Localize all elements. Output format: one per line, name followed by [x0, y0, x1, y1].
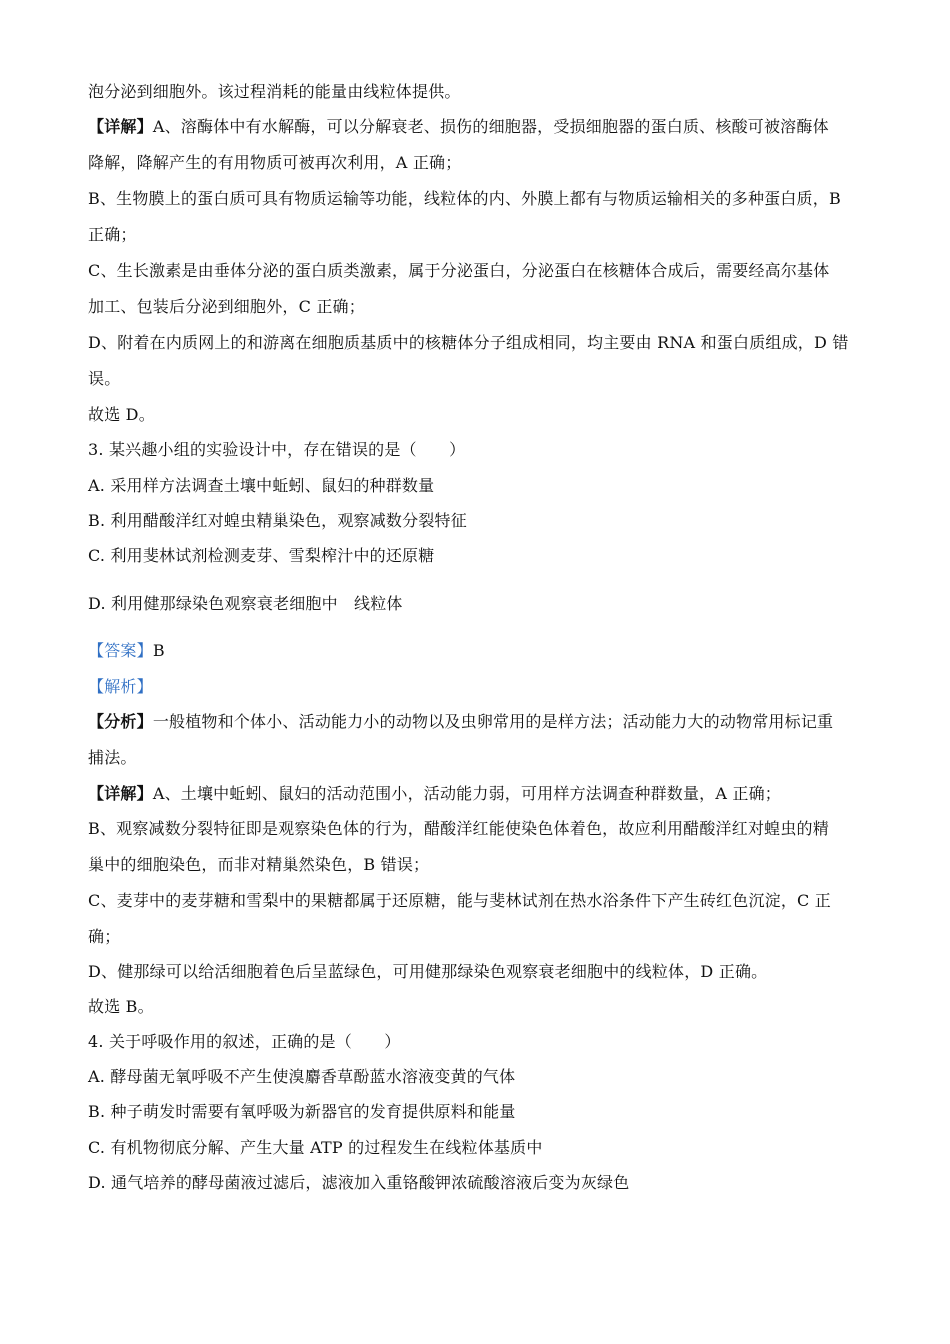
q3-detail-b: B、观察减数分裂特征即是观察染色体的行为，醋酸洋红能使染色体着色，故应利用醋酸洋红对蝗虫的精	[88, 819, 829, 838]
q3-option-c: C. 利用斐林试剂检测麦芽、雪梨榨汁中的还原糖	[88, 546, 435, 565]
answer-tag: 【答案】	[88, 641, 153, 660]
q3-detail-b-cont: 巢中的细胞染色，而非对精巢然染色，B 错误；	[88, 855, 430, 874]
answer-value: B	[152, 641, 165, 660]
detail-text: A、土壤中蚯蚓、鼠妇的活动范围小，活动能力弱，可用样方法调查种群数量，A 正确；	[152, 784, 782, 803]
q2-parse-continuation: 泡分泌到细胞外。该过程消耗的能量由线粒体提供。	[88, 82, 461, 101]
q4-option-d: D. 通气培养的酵母菌液过滤后，滤液加入重铬酸钾浓硫酸溶液后变为灰绿色	[88, 1173, 630, 1192]
q3-stem: 3. 某兴趣小组的实验设计中，存在错误的是（ ）	[88, 440, 466, 459]
q3-detail-d: D、健那绿可以给活细胞着色后呈蓝绿色，可用健那绿染色观察衰老细胞中的线粒体，D 正确。	[88, 962, 768, 981]
q2-detail-c: C、生长激素是由垂体分泌的蛋白质类激素，属于分泌蛋白，分泌蛋白在核糖体合成后，需要经高尔基体	[88, 261, 830, 280]
q3-detail-a	[88, 784, 870, 804]
q3-option-d: D. 利用健那绿染色观察衰老细胞中 线粒体	[88, 594, 403, 613]
q2-detail-b: B、生物膜上的蛋白质可具有物质运输等功能，线粒体的内、外膜上都有与物质运输相关的多种蛋白质，B	[88, 189, 841, 208]
q2-detail-a	[88, 117, 870, 137]
q2-detail-a-cont: 降解，降解产生的有用物质可被再次利用，A 正确；	[88, 153, 462, 172]
q3-answer	[88, 641, 870, 661]
q3-option-a: A. 采用样方法调查土壤中蚯蚓、鼠妇的种群数量	[88, 476, 435, 495]
q2-detail-d: D、附着在内质网上的和游离在细胞质基质中的核糖体分子组成相同，均主要由 RNA 和蛋白质组成，D 错	[88, 333, 849, 352]
q2-detail-b-cont: 正确；	[88, 225, 137, 244]
q3-parse-tag: 【解析】	[88, 677, 153, 696]
detail-tag: 【详解】	[88, 117, 153, 136]
q2-detail-d-cont: 误。	[88, 369, 121, 388]
detail-tag: 【详解】	[88, 784, 153, 803]
q2-detail-c-cont: 加工、包装后分泌到细胞外，C 正确；	[88, 297, 365, 316]
q4-option-b: B. 种子萌发时需要有氧呼吸为新器官的发育提供原料和能量	[88, 1102, 516, 1121]
q3-analysis-cont: 捕法。	[88, 748, 137, 767]
q3-analysis	[88, 712, 870, 732]
q3-detail-c-cont: 确；	[88, 927, 121, 946]
q3-option-b: B. 利用醋酸洋红对蝗虫精巢染色，观察减数分裂特征	[88, 511, 467, 530]
detail-text: A、溶酶体中有水解酶，可以分解衰老、损伤的细胞器，受损细胞器的蛋白质、核酸可被溶酶体	[152, 117, 829, 136]
q4-option-a: A. 酵母菌无氧呼吸不产生使溴麝香草酚蓝水溶液变黄的气体	[88, 1067, 516, 1086]
analysis-text: 一般植物和个体小、活动能力小的动物以及虫卵常用的是样方法；活动能力大的动物常用标记重	[152, 712, 834, 731]
q2-conclusion: 故选 D。	[88, 405, 155, 424]
q3-detail-c: C、麦芽中的麦芽糖和雪梨中的果糖都属于还原糖，能与斐林试剂在热水浴条件下产生砖红色沉淀，C 正	[88, 891, 831, 910]
q3-conclusion: 故选 B。	[88, 997, 154, 1016]
q4-option-c: C. 有机物彻底分解、产生大量 ATP 的过程发生在线粒体基质中	[88, 1138, 543, 1157]
analysis-tag: 【分析】	[88, 712, 153, 731]
q4-stem: 4. 关于呼吸作用的叙述，正确的是（ ）	[88, 1032, 401, 1051]
